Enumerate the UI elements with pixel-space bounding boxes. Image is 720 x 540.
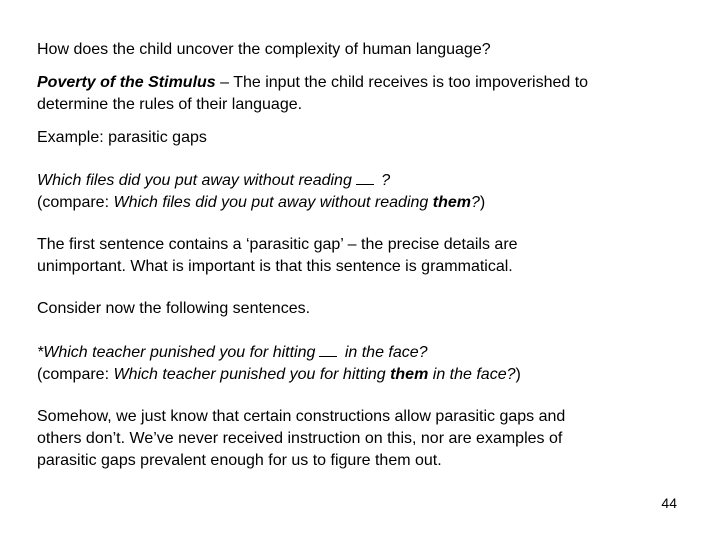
parasitic-gap-blank	[319, 342, 337, 357]
example-sentence-1-end: ?	[376, 172, 391, 189]
compare-prefix: (compare:	[37, 194, 114, 211]
compare-pronoun: them	[390, 366, 429, 383]
example-sentence-2	[37, 342, 428, 364]
poverty-line-2: determine the rules of their language.	[37, 96, 303, 113]
conclusion-line-3: parasitic gaps prevalent enough for us to figure them out.	[37, 452, 442, 469]
parasitic-gap-blank	[356, 170, 374, 185]
question-text: How does the child uncover the complexity of human language?	[37, 41, 491, 58]
compare-sentence: Which files did you put away without reading	[113, 194, 433, 211]
conclusion-line-2: others don’t. We’ve never received instruction on this, nor are examples of	[37, 430, 563, 447]
example-compare-2	[37, 364, 521, 386]
poverty-dash: –	[215, 74, 234, 91]
example-sentence-2-text: *Which teacher punished you for hitting	[37, 344, 316, 361]
conclusion-line-1: Somehow, we just know that certain constructions allow parasitic gaps and	[37, 408, 566, 425]
poverty-term: Poverty of the Stimulus	[37, 74, 216, 91]
example-sentence-1	[37, 170, 390, 192]
example-sentence-1-text: Which files did you put away without reading	[37, 172, 352, 189]
page-number: 44	[661, 495, 677, 511]
compare-pronoun: them	[432, 194, 471, 211]
example-heading: Example: parasitic gaps	[37, 129, 207, 146]
compare-sentence: Which teacher punished you for hitting	[113, 366, 391, 383]
explanation-line-1: The first sentence contains a ‘parasitic gap’ – the precise details are	[37, 236, 518, 253]
example-compare-1	[37, 192, 485, 214]
slide-content	[37, 0, 687, 540]
compare-suffix: )	[479, 194, 486, 211]
compare-end: in the face?	[428, 366, 516, 383]
compare-end: ?	[470, 194, 480, 211]
explanation-line-2: unimportant. What is important is that this sentence is grammatical.	[37, 258, 513, 275]
example-sentence-2-end: in the face?	[340, 344, 428, 361]
compare-suffix: )	[515, 366, 521, 383]
poverty-definition: The input the child receives is too impoverished to	[233, 74, 589, 91]
compare-prefix: (compare:	[37, 366, 114, 383]
poverty-line-1	[37, 72, 588, 94]
consider-text: Consider now the following sentences.	[37, 300, 311, 317]
